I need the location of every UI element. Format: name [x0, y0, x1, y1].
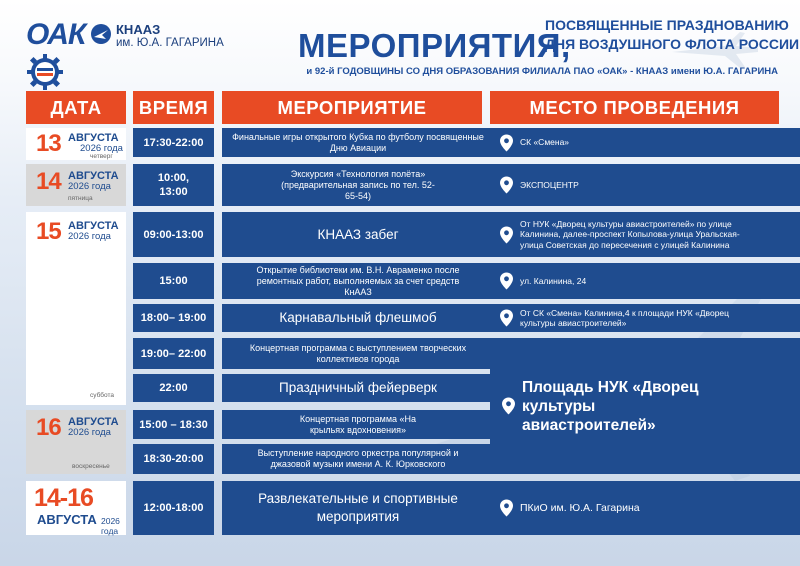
place-cell — [490, 481, 800, 535]
header-event: МЕРОПРИЯТИЕ — [222, 91, 482, 124]
date-month: АВГУСТА — [68, 132, 119, 144]
place-text: От НУК «Дворец культуры авиастроителей» по улице Калинина, далее-проспект Копылова-улица Уральская-улица Советская до пересечения с улицей Калинина — [520, 218, 740, 250]
time-cell — [133, 164, 214, 206]
date-month: АВГУСТА — [68, 416, 119, 428]
location-pin-icon — [500, 134, 513, 151]
time-cell: 22:00 — [133, 374, 214, 402]
place-cell — [490, 212, 800, 257]
date-weekday: пятница — [68, 195, 93, 202]
event-text: Открытие библиотеки им. В.Н. Авраменко после ремонтных работ, выполняемых за счет средств КнААЗ — [256, 264, 460, 297]
date-block-15 — [26, 212, 126, 405]
time-cell: 18:00– 19:00 — [133, 304, 214, 332]
title-side-block — [545, 16, 799, 54]
place-cell — [490, 164, 800, 206]
date-month: АВГУСТА — [37, 512, 97, 527]
date-block-14 — [26, 164, 126, 206]
time-cell: 17:30-22:00 — [133, 128, 214, 157]
time-text: 10:00, 13:00 — [157, 172, 190, 198]
date-block-14-16 — [26, 481, 126, 535]
knaaz-name: КНААЗ — [116, 22, 161, 37]
place-cell — [490, 263, 800, 299]
time-cell: 15:00 – 18:30 — [133, 410, 214, 439]
date-year: 2026 года — [101, 516, 120, 536]
event-cell — [222, 338, 494, 369]
location-pin-icon — [500, 310, 513, 327]
place-cell-merged — [490, 338, 800, 474]
event-cell: Праздничный фейерверк — [222, 374, 494, 402]
place-text: ЭКСПОЦЕНТР — [520, 179, 579, 190]
location-pin-icon — [502, 398, 515, 415]
place-cell — [490, 304, 800, 332]
time-cell: 19:00– 22:00 — [133, 338, 214, 369]
event-text: Развлекательные и спортивные мероприятия — [258, 491, 458, 524]
event-cell: Карнавальный флешмоб — [222, 304, 494, 332]
date-year: 2026 года — [68, 181, 111, 192]
date-weekday: суббота — [90, 392, 115, 399]
time-cell: 12:00-18:00 — [133, 481, 214, 535]
event-text: Концертная программа «На крыльях вдохновения» — [299, 413, 417, 435]
place-text: ПКиО им. Ю.А. Гагарина — [520, 501, 640, 514]
date-number: 15 — [36, 218, 61, 245]
time-cell: 15:00 — [133, 263, 214, 299]
date-number: 16 — [36, 414, 61, 441]
time-cell: 09:00-13:00 — [133, 212, 214, 257]
time-cell: 18:30-20:00 — [133, 444, 214, 474]
date-number: 14-16 — [34, 484, 93, 512]
date-weekday: четверг — [90, 153, 113, 160]
location-pin-icon — [500, 273, 513, 290]
title-side-line1: ПОСВЯЩЕННЫЕ ПРАЗДНОВАНИЮ — [545, 17, 789, 33]
event-cell — [222, 164, 494, 206]
event-text: Выступление народного оркестра популярной и джазовой музыки имени А. К. Юрковского — [257, 448, 459, 469]
event-cell: Финальные игры открытого Кубка по футболу посвященные Дню Авиации — [222, 128, 494, 157]
event-text: Экскурсия «Технология полёта» (предварительная запись по тел. 52-65-54) — [281, 168, 435, 201]
page-subtitle: и 92-й ГОДОВЩИНЫ СО ДНЯ ОБРАЗОВАНИЯ ФИЛИАЛА ПАО «ОАК» - КНААЗ имени Ю.А. ГАГАРИНА — [306, 66, 778, 77]
event-text: Концертная программа с выступлением творческих коллективов города — [249, 342, 467, 364]
date-year: 2026 года — [68, 231, 111, 242]
date-month: АВГУСТА — [68, 170, 119, 182]
header-place: МЕСТО ПРОВЕДЕНИЯ — [490, 91, 779, 124]
location-pin-icon — [500, 226, 513, 243]
date-number: 14 — [36, 168, 61, 195]
place-cell — [490, 128, 800, 157]
location-pin-icon — [500, 177, 513, 194]
place-text: СК «Смена» — [520, 137, 570, 148]
date-block-16 — [26, 410, 126, 474]
date-month: АВГУСТА — [68, 220, 119, 232]
title-side-line2: ДНЯ ВОЗДУШНОГО ФЛОТА РОССИИ — [545, 36, 800, 52]
date-year: 2026 года — [80, 143, 123, 154]
header-time: ВРЕМЯ — [133, 91, 214, 124]
date-number: 13 — [36, 130, 61, 157]
event-cell: КНААЗ забег — [222, 212, 494, 257]
page-title: МЕРОПРИЯТИЯ, — [298, 27, 571, 64]
event-cell — [222, 410, 494, 439]
oak-emblem-icon — [90, 23, 112, 45]
gear-emblem-icon — [26, 53, 64, 91]
header-date: ДАТА — [26, 91, 126, 124]
place-text: ул. Калинина, 24 — [520, 275, 587, 286]
place-text: Площадь НУК «Дворец культуры авиастроителей» — [522, 378, 699, 434]
date-weekday: воскресенье — [72, 463, 110, 470]
place-text: От СК «Смена» Калинина,4 к площади НУК «Дворец культуры авиастроителей» — [520, 307, 730, 328]
event-cell — [222, 481, 494, 535]
location-pin-icon — [500, 500, 513, 517]
date-year: 2026 года — [68, 427, 111, 438]
oak-logo-text: ОАК — [26, 18, 86, 51]
knaaz-subname: им. Ю.А. ГАГАРИНА — [116, 37, 224, 49]
date-block-13 — [26, 128, 126, 160]
event-cell — [222, 263, 494, 299]
event-cell — [222, 444, 494, 474]
